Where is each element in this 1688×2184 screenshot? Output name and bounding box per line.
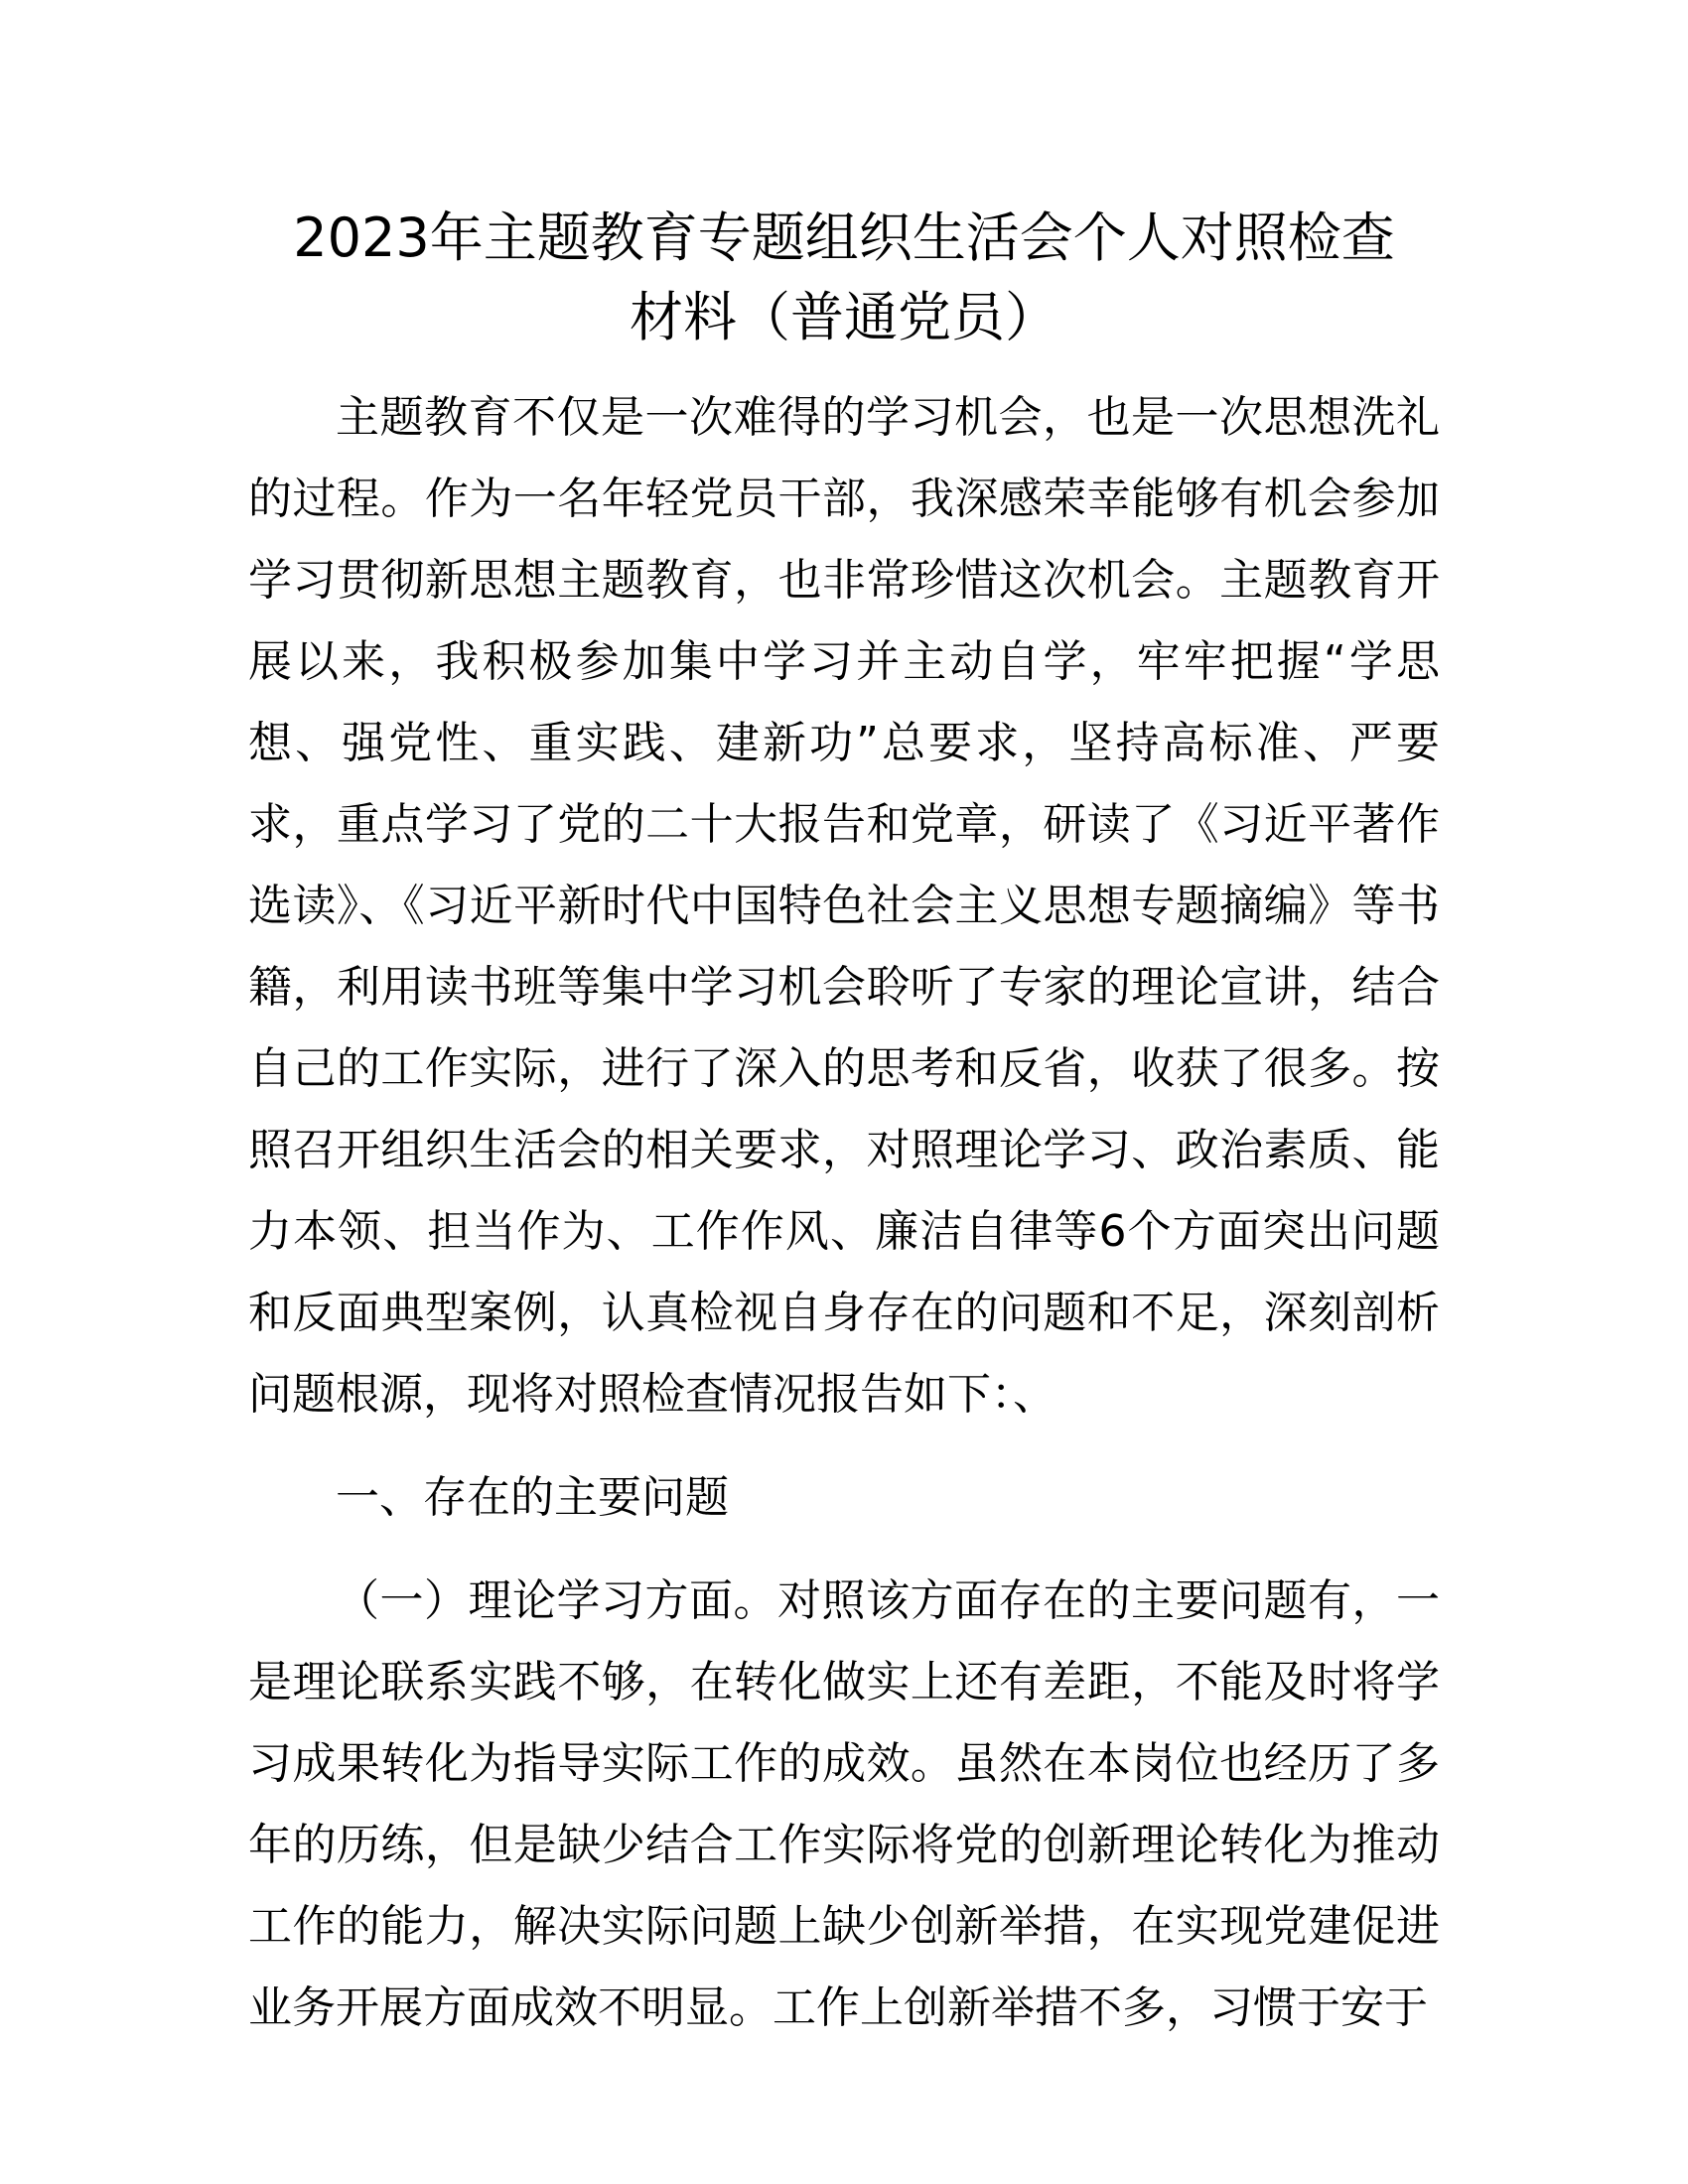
document-title — [248, 199, 1440, 357]
intro-paragraph: 主题教育不仅是一次难得的学习机会，也是一次思想洗礼的过程。作为一名年轻党员干部，我深感荣幸能够有机会参加学习贯彻新思想主题教育，也非常珍惜这次机会。主题教育开展以来，我积极参加集中学习并主动自学，牢牢把握“学思想、强党性、重实践、建新功”总要求，坚持高标准、严要求，重点学习了党的二十大报告和党章，研读了《习近平著作选读》、《习近平新时代中国特色社会主义思想专题摘编》等书籍，利用读书班等集中学习机会聆听了专家的理论宣讲，结合自己的工作实际，进行了深入的思考和反省，收获了很多。按照召开组织生活会的相关要求，对照理论学习、政治素质、能力本领、担当作为、工作作风、廉洁自律等6个方面突出问题和反面典型案例，认真检视自身存在的问题和不足，深刻剖析问题根源，现将对照检查情况报告如下：、 — [248, 392, 1440, 1420]
section-heading-main-problems: 一、存在的主要问题 — [336, 1472, 729, 1523]
document-body — [248, 377, 1440, 2049]
section-paragraph-theory-study: （一）理论学习方面。对照该方面存在的主要问题有，一是理论联系实践不够，在转化做实上还有差距，不能及时将学习成果转化为指导实际工作的成效。虽然在本岗位也经历了多年的历练，但是缺少结合工作实际将党的创新理论转化为推动工作的能力，解决实际问题上缺少创新举措，在实现党建促进业务开展方面成效不明显。工作上创新举措不多，习惯于安于 — [248, 1575, 1440, 2033]
title-line-2: 材料（普通党员） — [630, 286, 1058, 348]
title-line-1: 2023年主题教育专题组织生活会个人对照检查 — [293, 206, 1395, 269]
